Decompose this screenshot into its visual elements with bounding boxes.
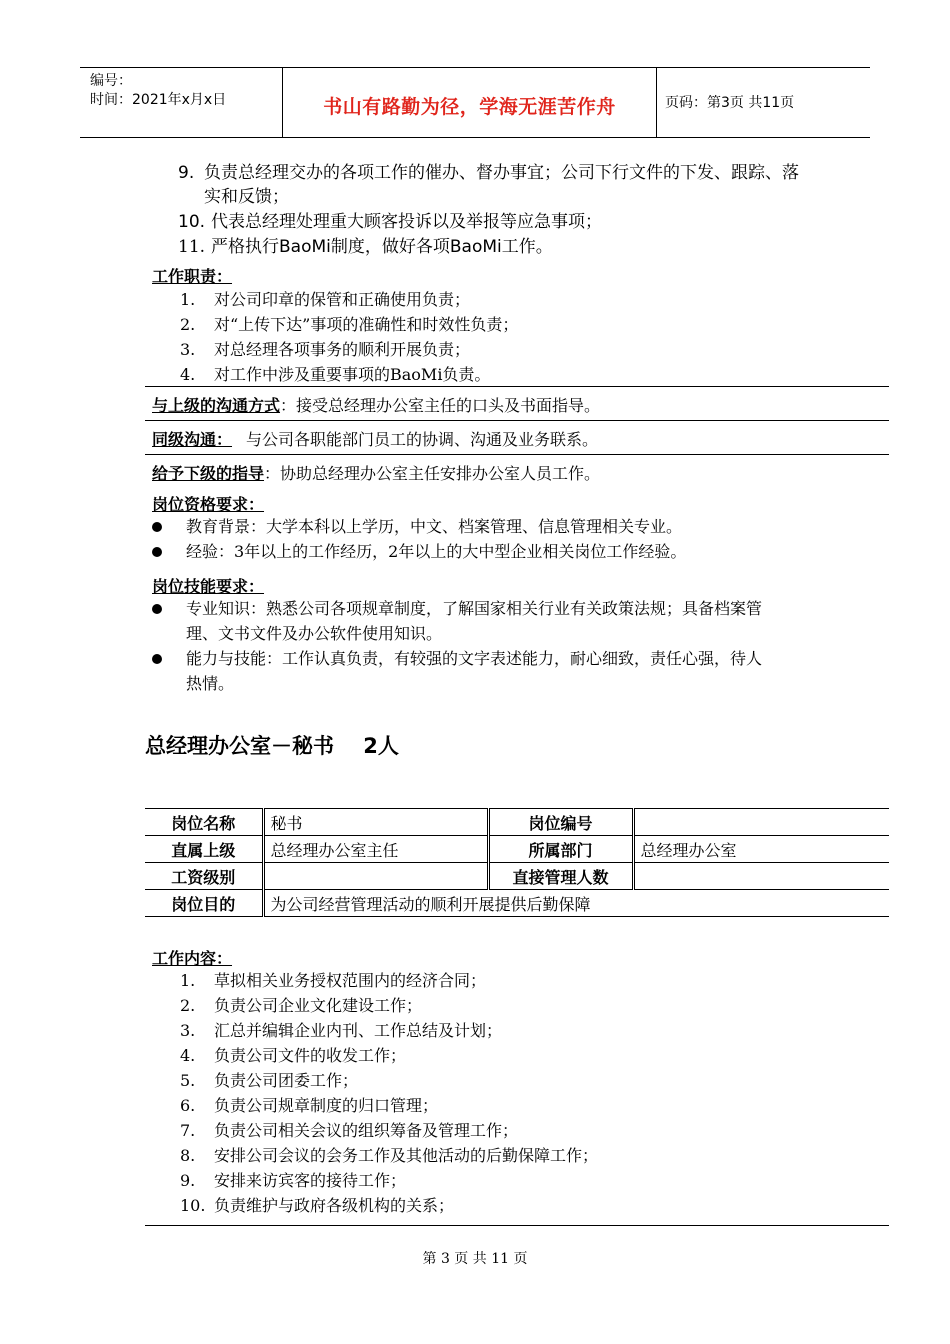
list-item: 汇总并编辑企业内刊、工作总结及计划； [214,1021,503,1040]
post-code-value [633,809,889,836]
responsibilities-heading: 工作职责： [152,267,233,286]
item-number: 11. [178,237,206,257]
direct-reports-label: 直接管理人数 [488,863,633,890]
list-item: 负责公司相关会议的组织筹备及管理工作； [214,1121,519,1140]
superior-communication-text: ：接受总经理办公室主任的口头及书面指导。 [280,396,601,415]
superior-label: 直属上级 [171,840,236,860]
list-item: 安排来访宾客的接待工作； [214,1171,407,1190]
post-code-label: 岗位编号 [488,809,633,836]
list-item-number: 3. [180,1021,196,1040]
list-item: 对工作中涉及重要事项的BaoMi负责。 [214,365,491,384]
header-code-label: 编号： [90,73,132,89]
divider [145,454,889,455]
divider [145,386,889,387]
list-item-number: 1. [180,290,196,309]
skills-heading: 岗位技能要求： [152,577,265,596]
subordinate-guidance-label: 给予下级的指导 [152,464,265,483]
list-item-number: 5. [180,1071,196,1090]
header-page-cell [657,68,870,137]
peer-communication-label: 同级沟通： [152,430,233,449]
header-meta [80,68,283,137]
item-number: 9. [178,163,195,183]
department-value: 总经理办公室 [633,836,889,863]
list-item: 对公司印章的保管和正确使用负责； [214,290,471,309]
wage-level-label: 工资级别 [171,867,236,887]
peer-communication-text: 与公司各职能部门员工的协调、沟通及业务联系。 [246,430,599,449]
table-row [145,836,889,863]
header-time-label: 时间：2021年x月x日 [90,92,227,108]
subordinate-guidance [152,464,600,484]
list-item-number: 9. [180,1171,196,1190]
post-purpose-label: 岗位目的 [171,894,236,914]
list-item: 负责公司文件的收发工作； [214,1046,407,1065]
bullet-icon [152,522,162,532]
list-item-number: 4. [180,1046,196,1065]
divider [145,420,889,421]
list-item: 负责维护与政府各级机构的关系； [214,1196,455,1215]
list-item: 能力与技能：工作认真负责，有较强的文字表述能力，耐心细致，责任心强，待人 [186,649,763,668]
page-header [80,67,870,138]
post-name-label: 岗位名称 [171,813,236,833]
work-content-heading: 工作内容： [152,949,233,968]
table-row [145,863,889,890]
bullet-icon [152,654,162,664]
list-item: 对总经理各项事务的顺利开展负责； [214,340,471,359]
page-footer: 第 3 页 共 11 页 [422,1251,528,1267]
list-item-continuation: 热情。 [186,674,235,693]
superior-value: 总经理办公室主任 [263,836,488,863]
item-text: 实和反馈； [204,187,289,207]
header-motto: 书山有路勤为径，学海无涯苦作舟 [323,96,616,118]
post-purpose-value: 为公司经营管理活动的顺利开展提供后勤保障 [263,890,889,917]
list-item-number: 1. [180,971,196,990]
list-item-number: 4. [180,365,196,384]
item-text: 负责总经理交办的各项工作的催办、督办事宜；公司下行文件的下发、跟踪、落 [204,163,799,183]
subordinate-guidance-text: ：协助总经理办公室主任安排办公室人员工作。 [264,464,601,483]
bullet-icon [152,604,162,614]
qualifications-heading: 岗位资格要求： [152,495,265,514]
list-item: 草拟相关业务授权范围内的经济合同； [214,971,487,990]
list-item: 教育背景：大学本科以上学历，中文、档案管理、信息管理相关专业。 [186,517,683,536]
list-item: 负责公司规章制度的归口管理； [214,1096,439,1115]
header-page-info: 页码：第3页 共11页 [665,95,795,111]
list-item: 专业知识：熟悉公司各项规章制度，了解国家相关行业有关政策法规；具备档案管 [186,599,763,618]
list-item-continuation: 理、文书文件及办公软件使用知识。 [186,624,443,643]
item-text: 代表总经理处理重大顾客投诉以及举报等应急事项； [211,212,602,232]
list-item-number: 8. [180,1146,196,1165]
list-item-number: 7. [180,1121,196,1140]
list-item: 负责公司团委工作； [214,1071,359,1090]
list-item: 经验：3年以上的工作经历，2年以上的大中型企业相关岗位工作经验。 [186,542,687,561]
section-title: 总经理办公室－秘书 2人 [145,734,399,758]
list-item: 负责公司企业文化建设工作； [214,996,423,1015]
list-item: 安排公司会议的会务工作及其他活动的后勤保障工作； [214,1146,599,1165]
list-item-number: 10. [180,1196,206,1215]
list-item-number: 2. [180,996,196,1015]
divider [145,1225,889,1226]
item-number: 10. [178,212,206,232]
post-name-value: 秘书 [263,809,488,836]
superior-communication-label: 与上级的沟通方式 [152,396,281,415]
list-item-number: 2. [180,315,196,334]
direct-reports-value [633,863,889,890]
post-info-table [145,808,889,917]
bullet-icon [152,547,162,557]
header-motto-cell [283,68,657,137]
table-row [145,890,889,917]
list-item-number: 6. [180,1096,196,1115]
wage-level-value [263,863,488,890]
list-item-number: 3. [180,340,196,359]
table-row [145,809,889,836]
list-item: 对“上传下达”事项的准确性和时效性负责； [214,315,519,334]
department-label: 所属部门 [488,836,633,863]
peer-communication [152,430,598,450]
item-text: 严格执行BaoMi制度，做好各项BaoMi工作。 [211,237,553,257]
superior-communication [152,396,600,416]
